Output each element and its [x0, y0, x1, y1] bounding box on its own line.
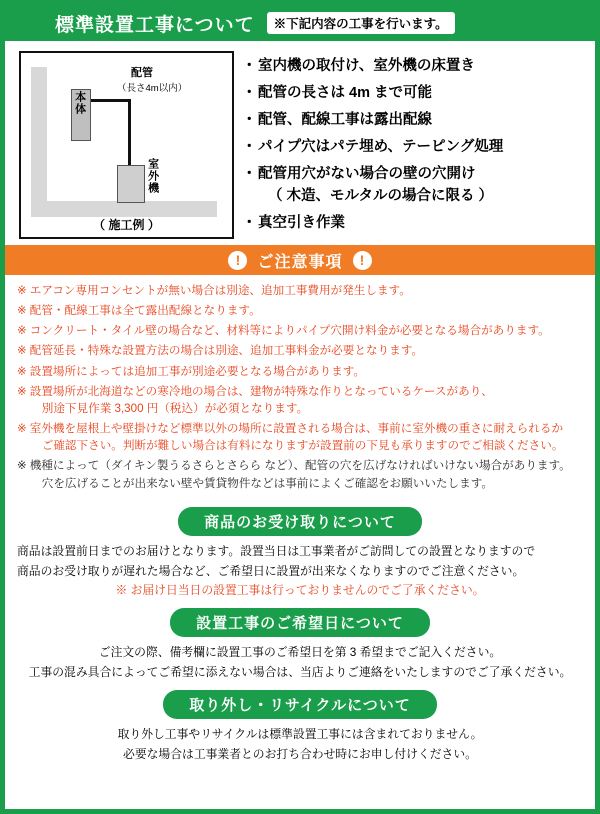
section-line-warning: ※ お届け日当日の設置工事は行っておりませんのでご了承ください。: [115, 583, 485, 598]
section-body-schedule: [5, 643, 595, 682]
diagram-label-main-unit: 本体: [73, 91, 86, 115]
caution-item: [17, 363, 585, 380]
section-title-schedule: 設置工事のご希望日について: [170, 608, 430, 637]
section-line: 取り外し工事やリサイクルは標準設置工事には含まれておりません。: [117, 727, 483, 742]
asterisk-icon: ※: [17, 364, 27, 378]
asterisk-icon: ※: [17, 459, 27, 473]
caution-item-text: [30, 383, 585, 417]
asterisk-icon: ※: [17, 304, 27, 318]
section-line: 工事の混み具合によってご希望に添えない場合は、当店よりご連絡をいたしますのでご了承ください。: [28, 665, 572, 680]
diagram-label-pipe-length: （長さ4m以内）: [117, 83, 188, 94]
diagram-label-outdoor-unit: 室外機: [146, 158, 159, 194]
list-item: ・ 室内機の取付け、室外機の床置き: [244, 55, 585, 77]
diagram-floor: [31, 201, 217, 217]
asterisk-icon: ※: [17, 284, 27, 297]
list-item: ・ 真空引き作業: [244, 212, 585, 234]
caution-item-line1: 室外機を屋根上や壁掛けなど標準以外の場所に設置される場合は、事前に室外機の重さに耐えられるか: [29, 422, 564, 436]
exclamation-icon: !: [228, 251, 247, 270]
diagram-pipe-horizontal: [91, 99, 131, 102]
section-line: 商品のお受け取りが遅れた場合など、ご希望日に設置が出来なくなりますのでご注意ください。: [17, 563, 525, 578]
asterisk-icon: ※: [17, 344, 27, 358]
caution-item-line2: ご確認下さい。判断が難しい場合は有料になりますが設置前の下見も承りますのでご相談ください。: [41, 439, 564, 453]
caution-item-line1: 設置場所が北海道などの寒冷地の場合は、建物が特殊な作りとなっているケースがあり、: [29, 384, 493, 398]
caution-item-text: [30, 457, 585, 491]
list-item: ・ 配管の長さは 4m まで可能: [244, 82, 585, 104]
caution-item: [17, 420, 585, 454]
asterisk-icon: ※: [17, 422, 27, 436]
list-item: [244, 163, 585, 207]
caution-item-line1: 機種によって（ダイキン製うるさらとさらら など）、配管の穴を広げなければいけない場合があります。: [29, 459, 571, 473]
section-line: 商品は設置前日までのお届けとなります。設置当日は工事業者がご訪問しての設置となりますので: [17, 543, 536, 558]
caution-item-text: コンクリート・タイル壁の場合など、材料等によりパイプ穴開け料金が必要となる場合があります。: [29, 324, 550, 338]
section-title-delivery: 商品のお受け取りについて: [178, 507, 422, 536]
section-title-recycle: 取り外し・リサイクルについて: [163, 690, 437, 719]
caution-item: [17, 342, 585, 359]
caution-heading-band: [5, 245, 595, 275]
caution-item-line2: 穴を広げることが出来ない壁や賃貸物件などは事前によくご確認をお願いいたします。: [41, 476, 493, 490]
section-line: ご注文の際、備考欄に設置工事のご希望日を第 3 希望までご記入ください。: [98, 645, 502, 660]
section-body-recycle: [5, 725, 595, 764]
asterisk-icon: ※: [17, 384, 27, 398]
diagram-caption: （ 施工例 ）: [93, 218, 160, 232]
asterisk-icon: ※: [17, 324, 27, 338]
diagram-outdoor-unit: [117, 165, 145, 203]
section-line: 必要な場合は工事業者とのお打ち合わせ時にお申し付けください。: [123, 746, 477, 761]
list-item: ・ 配管、配線工事は露出配線: [244, 109, 585, 131]
caution-item-text: [30, 420, 585, 454]
exclamation-icon: !: [353, 251, 372, 270]
header-note: ※下記内容の工事を行います。: [267, 12, 455, 34]
overview-section: [5, 41, 595, 243]
caution-list: [5, 275, 595, 499]
diagram-wall-left: [31, 67, 47, 217]
installation-diagram: [19, 51, 234, 239]
caution-item: [17, 322, 585, 339]
diagram-pipe-vertical: [128, 99, 131, 173]
caution-item-line2: 別途下見作業 3,300 円（税込）が必須となります。: [41, 401, 309, 415]
list-item-text: 配管用穴がない場合の壁の穴開け: [258, 166, 476, 183]
caution-item-text: 配管延長・特殊な設置方法の場合は別途、追加工事料金が必要となります。: [29, 344, 423, 358]
feature-bullets: [234, 49, 589, 239]
section-body-delivery: [5, 542, 595, 601]
caution-item-text: 設置場所によっては追加工事が別途必要となる場合があります。: [29, 364, 366, 378]
caution-item: [17, 457, 585, 491]
caution-heading-text: ご注意事項: [257, 253, 343, 271]
caution-item: [17, 383, 585, 417]
list-item-subtext: （ 木造、モルタルの場合に限る ）: [268, 188, 493, 205]
header-band: [5, 5, 595, 41]
caution-item-text: エアコン専用コンセントが無い場合は別途、追加工事費用が発生します。: [29, 284, 411, 297]
caution-item-text: 配管・配線工事は全て露出配線となります。: [29, 304, 261, 318]
caution-item: [17, 302, 585, 319]
caution-item: [17, 282, 585, 299]
list-item: ・ パイプ穴はパテ埋め、テーピング処理: [244, 136, 585, 158]
diagram-label-pipe: 配管: [131, 67, 153, 79]
page-title: 標準設置工事について: [55, 14, 255, 36]
